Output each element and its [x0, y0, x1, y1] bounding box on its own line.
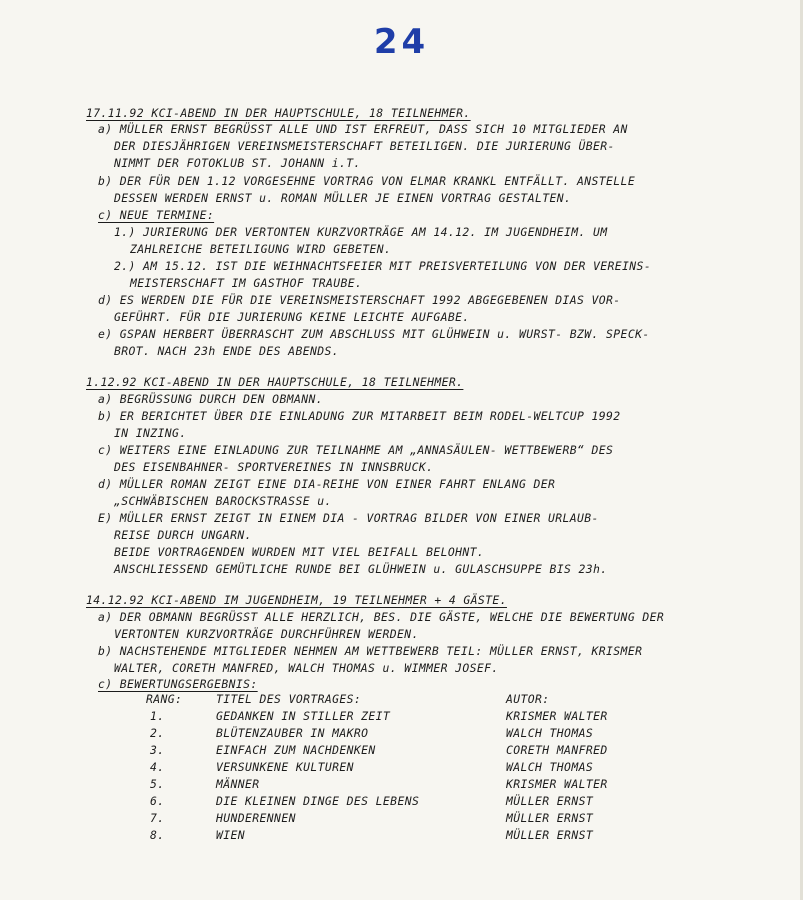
- text-line: 2.) AM 15.12. IST DIE WEIHNACHTSFEIER MIT PREISVERTEILUNG VON DER VEREINS-: [114, 259, 652, 273]
- result-rank: 1.: [150, 709, 165, 723]
- text-line: a) DER OBMANN BEGRÜSST ALLE HERZLICH, BES. DIE GÄSTE, WELCHE DIE BEWERTUNG DER: [98, 610, 665, 624]
- page-number: 24: [373, 22, 430, 62]
- text-line: E) MÜLLER ERNST ZEIGT IN EINEM DIA - VORTRAG BILDER VON EINER URLAUB-: [98, 511, 599, 525]
- result-rank: 6.: [150, 794, 165, 808]
- result-author: MÜLLER ERNST: [506, 828, 594, 842]
- results-header-title: TITEL DES VORTRAGES:: [216, 692, 362, 706]
- result-rank: 5.: [150, 777, 165, 791]
- text-line: b) DER FÜR DEN 1.12 VORGESEHNE VORTRAG VON ELMAR KRANKL ENTFÄLLT. ANSTELLE: [98, 174, 636, 188]
- result-author: WALCH THOMAS: [506, 760, 594, 774]
- text-line: MEISTERSCHAFT IM GASTHOF TRAUBE.: [130, 276, 363, 290]
- text-line: VERTONTEN KURZVORTRÄGE DURCHFÜHREN WERDEN.: [114, 627, 419, 641]
- result-author: MÜLLER ERNST: [506, 811, 594, 825]
- text-line: c) NEUE TERMINE:: [98, 208, 215, 222]
- text-line: d) ES WERDEN DIE FÜR DIE VEREINSMEISTERSCHAFT 1992 ABGEGEBENEN DIAS VOR-: [98, 293, 621, 307]
- text-line: c) BEWERTUNGSERGEBNIS:: [98, 677, 258, 691]
- result-title: WIEN: [216, 828, 246, 842]
- text-line: d) MÜLLER ROMAN ZEIGT EINE DIA-REIHE VON EINER FAHRT ENLANG DER: [98, 477, 556, 491]
- section-heading: 17.11.92 KCI-ABEND IN DER HAUPTSCHULE, 18 TEILNEHMER.: [86, 106, 471, 120]
- text-line: ZAHLREICHE BETEILIGUNG WIRD GEBETEN.: [130, 242, 392, 256]
- text-line: ANSCHLIESSEND GEMÜTLICHE RUNDE BEI GLÜHWEIN u. GULASCHSUPPE BIS 23h.: [114, 562, 608, 576]
- text-line: IN INZING.: [114, 426, 187, 440]
- result-author: KRISMER WALTER: [506, 777, 608, 791]
- section-heading: 14.12.92 KCI-ABEND IM JUGENDHEIM, 19 TEILNEHMER + 4 GÄSTE.: [86, 593, 507, 607]
- result-title: HUNDERENNEN: [216, 811, 296, 825]
- result-title: DIE KLEINEN DINGE DES LEBENS: [216, 794, 420, 808]
- text-line: WALTER, CORETH MANFRED, WALCH THOMAS u. WIMMER JOSEF.: [114, 661, 499, 675]
- text-line: DER DIESJÄHRIGEN VEREINSMEISTERSCHAFT BETEILIGEN. DIE JURIERUNG ÜBER-: [114, 139, 615, 153]
- results-header-rank: RANG:: [146, 692, 183, 706]
- result-rank: 7.: [150, 811, 165, 825]
- result-author: MÜLLER ERNST: [506, 794, 594, 808]
- text-line: GEFÜHRT. FÜR DIE JURIERUNG KEINE LEICHTE AUFGABE.: [114, 310, 470, 324]
- text-line: b) ER BERICHTET ÜBER DIE EINLADUNG ZUR MITARBEIT BEIM RODEL-WELTCUP 1992: [98, 409, 621, 423]
- text-line: DESSEN WERDEN ERNST u. ROMAN MÜLLER JE EINEN VORTRAG GESTALTEN.: [114, 191, 572, 205]
- result-title: MÄNNER: [216, 777, 260, 791]
- text-line: DES EISENBAHNER- SPORTVEREINES IN INNSBRUCK.: [114, 460, 434, 474]
- text-line: c) WEITERS EINE EINLADUNG ZUR TEILNAHME AM „ANNASÄULEN- WETTBEWERB“ DES: [98, 443, 614, 457]
- text-line: a) BEGRÜSSUNG DURCH DEN OBMANN.: [98, 392, 323, 406]
- result-author: KRISMER WALTER: [506, 709, 608, 723]
- text-line: 1.) JURIERUNG DER VERTONTEN KURZVORTRÄGE AM 14.12. IM JUGENDHEIM. UM: [114, 225, 608, 239]
- result-title: BLÜTENZAUBER IN MAKRO: [216, 726, 369, 740]
- result-title: VERSUNKENE KULTUREN: [216, 760, 354, 774]
- result-rank: 8.: [150, 828, 165, 842]
- text-line: „SCHWÄBISCHEN BAROCKSTRASSE u.: [114, 494, 332, 508]
- text-line: e) GSPAN HERBERT ÜBERRASCHT ZUM ABSCHLUSS MIT GLÜHWEIN u. WURST- BZW. SPECK-: [98, 327, 650, 341]
- text-line: a) MÜLLER ERNST BEGRÜSST ALLE UND IST ERFREUT, DASS SICH 10 MITGLIEDER AN: [98, 122, 628, 136]
- text-line: REISE DURCH UNGARN.: [114, 528, 252, 542]
- result-rank: 2.: [150, 726, 165, 740]
- result-author: WALCH THOMAS: [506, 726, 594, 740]
- result-title: GEDANKEN IN STILLER ZEIT: [216, 709, 391, 723]
- result-rank: 3.: [150, 743, 165, 757]
- section-heading: 1.12.92 KCI-ABEND IN DER HAUPTSCHULE, 18 TEILNEHMER.: [86, 375, 464, 389]
- text-line: BROT. NACH 23h ENDE DES ABENDS.: [114, 344, 339, 358]
- result-rank: 4.: [150, 760, 165, 774]
- text-line: b) NACHSTEHENDE MITGLIEDER NEHMEN AM WETTBEWERB TEIL: MÜLLER ERNST, KRISMER: [98, 644, 643, 658]
- text-line: NIMMT DER FOTOKLUB ST. JOHANN i.T.: [114, 156, 361, 170]
- result-title: EINFACH ZUM NACHDENKEN: [216, 743, 376, 757]
- text-line: BEIDE VORTRAGENDEN WURDEN MIT VIEL BEIFALL BELOHNT.: [114, 545, 485, 559]
- result-author: CORETH MANFRED: [506, 743, 608, 757]
- results-header-author: AUTOR:: [506, 692, 550, 706]
